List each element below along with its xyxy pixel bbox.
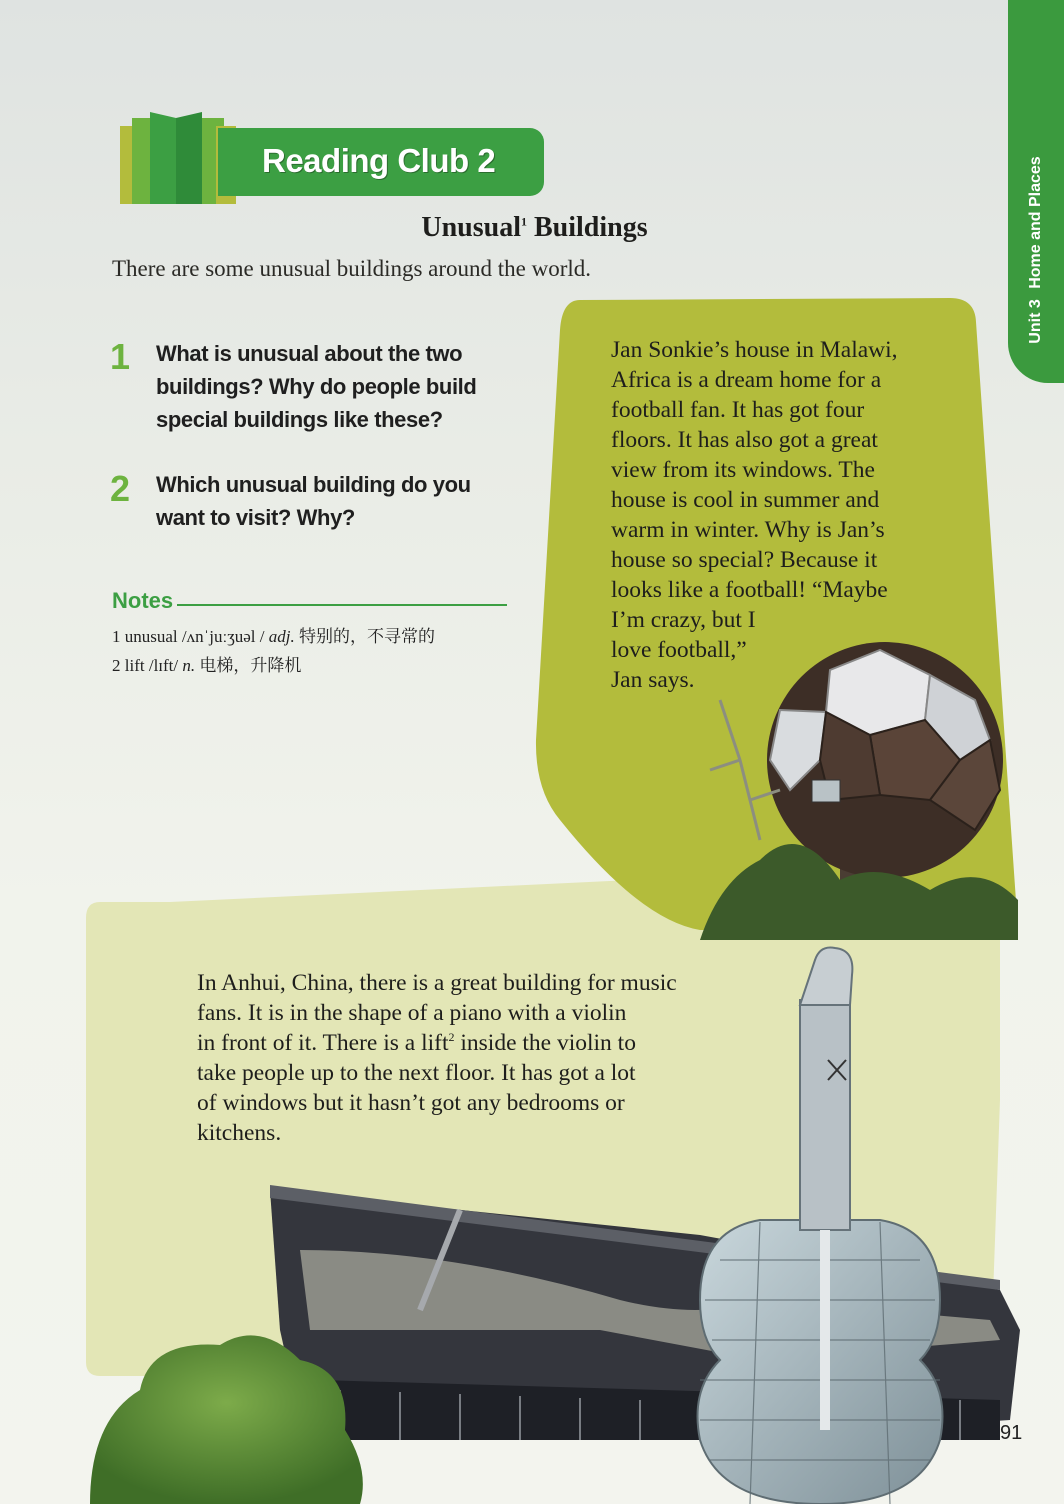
passage-line: love football,”	[611, 637, 747, 663]
intro-text: There are some unusual buildings around the world.	[112, 256, 592, 281]
note-item	[112, 651, 301, 676]
notes-heading: Notes	[112, 588, 174, 613]
passage-line: I’m crazy, but I	[611, 607, 756, 633]
passage-line: warm in winter. Why is Jan’s	[611, 517, 885, 543]
passage-line: view from its windows. The	[611, 457, 875, 483]
passage-line: In Anhui, China, there is a great building for music	[197, 970, 677, 996]
unit-number: Unit 3	[1027, 299, 1044, 344]
question-text: Which unusual building do you want to visit? Why?	[156, 472, 471, 530]
notes-divider	[177, 604, 507, 606]
passage-line: floors. It has also got a great	[611, 427, 878, 453]
passage-line: fans. It is in the shape of a piano with a violin	[197, 1000, 627, 1026]
passage-line: Jan Sonkie’s house in Malawi,	[611, 337, 898, 363]
question-number: 2	[110, 468, 131, 509]
passage-line: looks like a football! “Maybe	[611, 577, 888, 603]
note-phonetic: /lɪft/	[148, 656, 179, 675]
passage-line: Jan says.	[611, 667, 695, 693]
note-part-of-speech: n.	[182, 656, 196, 675]
passage-line: Africa is a dream home for a	[611, 367, 882, 393]
note-phonetic: /ʌnˈjuːʒuəl /	[181, 627, 265, 646]
title-note-ref: 1	[520, 214, 527, 229]
passage-fragment: in front of it. There is a lift	[197, 1030, 449, 1056]
football-house-passage	[611, 335, 941, 695]
passage-line: house is cool in summer and	[611, 487, 880, 513]
passage-line: of windows but it hasn’t got any bedrooms or	[197, 1090, 625, 1116]
note-part-of-speech: adj.	[268, 627, 295, 646]
note-word: lift	[124, 656, 145, 675]
title-word: Unusual	[421, 212, 521, 243]
unit-side-tab-label	[1021, 120, 1051, 380]
page-number: 91	[1000, 1422, 1023, 1444]
note-number: 1	[112, 627, 121, 646]
passage-line: take people up to the next floor. It has got a lot	[197, 1060, 636, 1086]
question-text: What is unusual about the two buildings? Why do people build special buildings like these?	[156, 341, 477, 432]
note-meaning: 电梯，升降机	[199, 656, 302, 675]
note-item	[112, 622, 435, 647]
passage-line: kitchens.	[197, 1120, 282, 1146]
note-ref: 2	[448, 1030, 455, 1045]
page-title	[0, 212, 1064, 244]
note-meaning: 特别的，不寻常的	[299, 627, 435, 646]
note-number: 2	[112, 656, 121, 675]
passage-fragment: inside the violin to	[454, 1030, 636, 1056]
passage-line	[197, 1028, 757, 1058]
question-number: 1	[110, 336, 131, 377]
violin-building-passage	[197, 968, 757, 1148]
note-word: unusual	[124, 627, 178, 646]
passage-line: football fan. It has got four	[611, 397, 865, 423]
passage-line: house so special? Because it	[611, 547, 878, 573]
header-title: Reading Club 2	[262, 142, 496, 179]
unit-topic: Home and Places	[1027, 156, 1044, 289]
title-rest: Buildings	[526, 212, 648, 243]
